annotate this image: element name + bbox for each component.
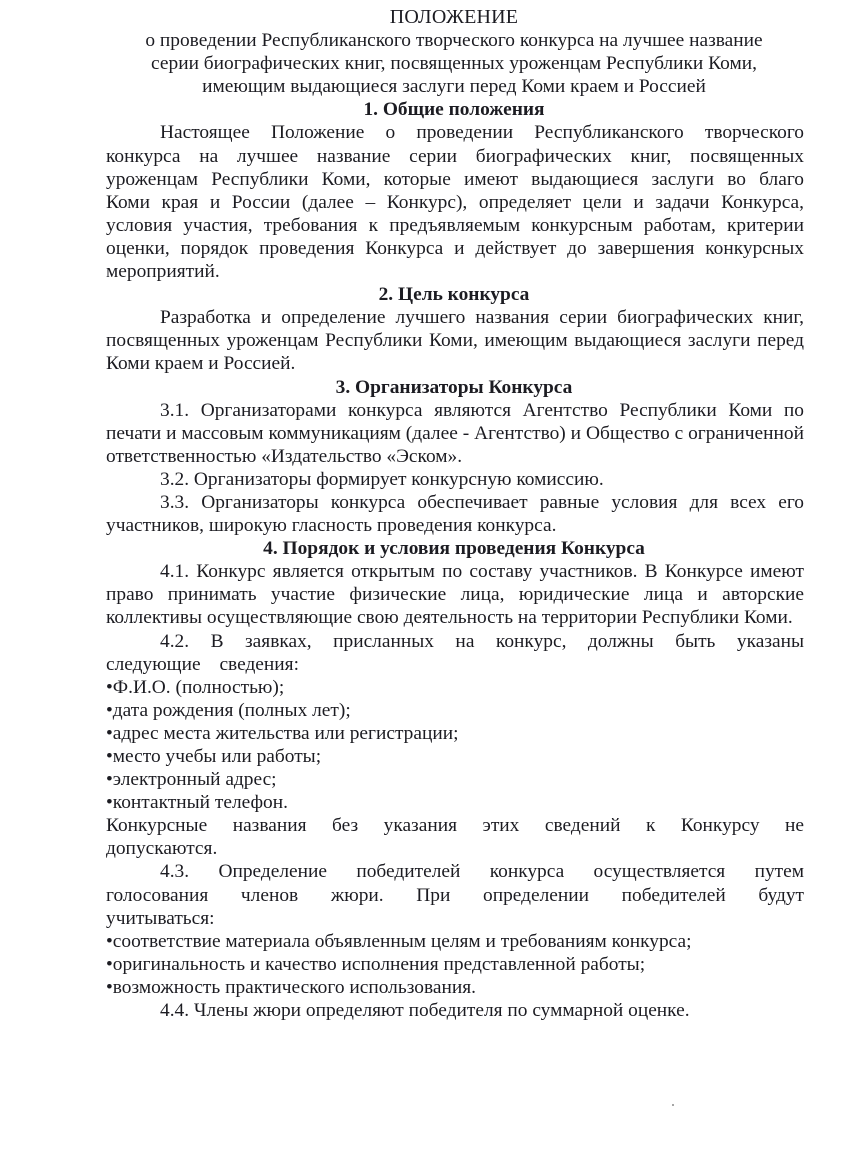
subtitle-line: серии биографических книг, посвященных уроженцам Республики Коми, (151, 53, 757, 75)
list-item: •оригинальность и качество исполнения представленной работы; (106, 953, 646, 975)
section-heading-procedure: 4. Порядок и условия проведения Конкурса (263, 538, 645, 560)
section-4-3-paragraph: 4.3. Определение победителей конкурса осуществляется путем голосования членов жюри. При определении победителей будут учитываться: (106, 861, 804, 929)
list-item: •место учебы или работы; (106, 746, 322, 767)
section-2-paragraph: Разработка и определение лучшего названия серии биографических книг, посвященных уроженцам Республики Коми, имеющим выдающиеся заслуги перед Коми краем и Россией. (106, 307, 804, 375)
section-heading-general: 1. Общие положения (363, 99, 545, 121)
requirements-list (106, 676, 804, 815)
scan-speck (672, 1104, 674, 1106)
section-heading-organizers: 3. Организаторы Конкурса (335, 376, 573, 398)
section-4-4-paragraph: 4.4. Члены жюри определяют победителя по суммарной оценке. (160, 1000, 690, 1022)
section-4-2-paragraph: 4.2. В заявках, присланных на конкурс, должны быть указаны следующие сведения: (106, 630, 804, 675)
section-3-paragraph-1: 3.1. Организаторами конкурса являются Агентство Республики Коми по печати и массовым коммуникациям (далее - Агентство) и Общество с ограниченной ответственностью «Издательство «Эском». (106, 399, 804, 467)
section-4-2-note: Конкурсные названия без указания этих сведений к Конкурсу не допускаются. (106, 815, 804, 860)
list-item: •соответствие материала объявленным целям и требованиям конкурса; (106, 930, 692, 952)
subtitle-line: имеющим выдающиеся заслуги перед Коми краем и Россией (202, 76, 706, 98)
section-1-paragraph: Настоящее Положение о проведении Республиканского творческого конкурса на лучшее название серии биографических книг, посвященных уроженцам Республики Коми, которые имеют выдающиеся заслуги во благо Коми края и России (далее – Конкурс), определяет цели и задачи Конкурса, условия участия, требования к предъявляемым конкурсным работам, критерии оценки, порядок проведения Конкурса и действует до завершения конкурсных мероприятий. (106, 122, 804, 283)
section-4-1-paragraph: 4.1. Конкурс является открытым по составу участников. В Конкурсе имеют право принимать участие физические лица, юридические лица и авторские коллективы осуществляющие свою деятельность на территории Республики Коми. (106, 561, 804, 629)
document-title: ПОЛОЖЕНИЕ (389, 6, 519, 28)
list-item: •дата рождения (полных лет); (106, 699, 351, 721)
list-item: •электронный адрес; (106, 769, 277, 791)
list-item: •контактный телефон. (106, 792, 288, 814)
section-3-paragraph-3: 3.3. Организаторы конкурса обеспечивает равные условия для всех его участников, широкую гласность проведения конкурса. (106, 491, 804, 537)
criteria-list (106, 930, 804, 999)
subtitle-line: о проведении Республиканского творческого конкурса на лучшее название (145, 30, 763, 52)
section-heading-goal: 2. Цель конкурса (378, 284, 530, 306)
list-item: •возможность практического использования. (106, 976, 476, 998)
list-item: •Ф.И.О. (полностью); (106, 676, 285, 698)
section-3-paragraph-2: 3.2. Организаторы формирует конкурсную комиссию. (160, 468, 604, 490)
document-subtitle (104, 29, 804, 98)
list-item: •адрес места жительства или регистрации; (106, 722, 459, 744)
